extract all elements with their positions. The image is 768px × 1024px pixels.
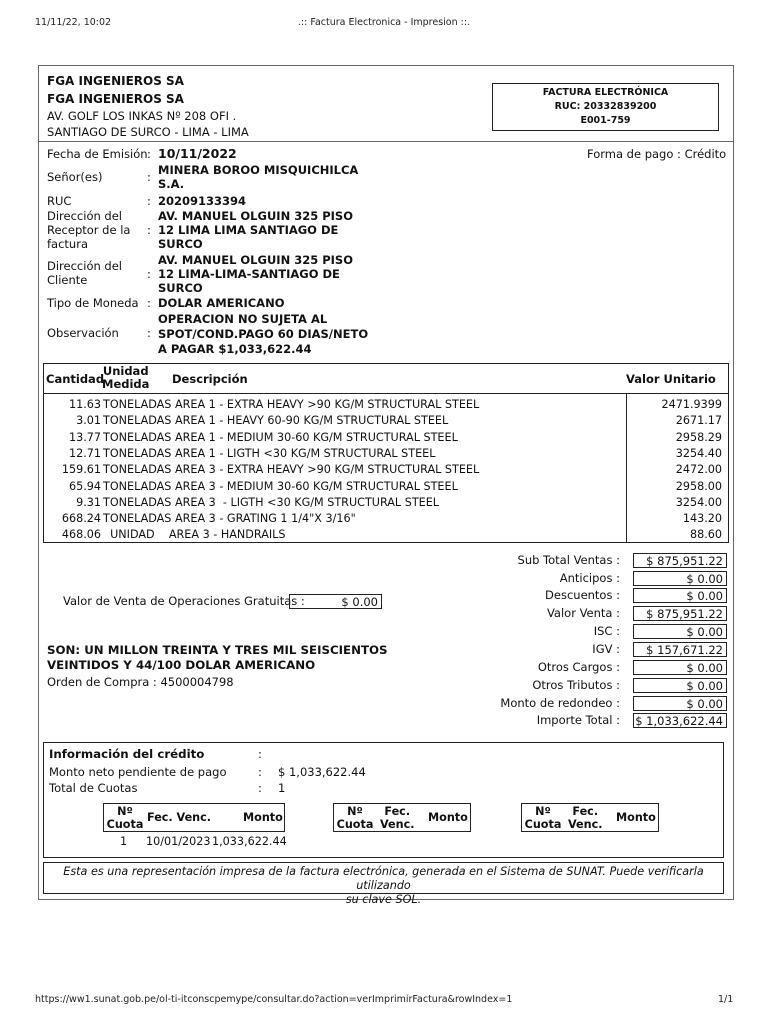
table-row [44, 462, 728, 478]
label-line: factura [47, 237, 88, 251]
col-line: Venc. [380, 818, 415, 831]
dir-receptor-label [47, 209, 130, 251]
senor-label: Señor(es) [47, 170, 103, 184]
moneda-value: DOLAR AMERICANO [158, 296, 285, 310]
total-cuotas-value: 1 [278, 781, 286, 795]
value-line: A PAGAR $1,033,622.44 [158, 342, 312, 356]
items-header [44, 364, 728, 394]
table-row [44, 430, 728, 446]
total-value: $ 0.00 [633, 588, 727, 603]
orden-compra: Orden de Compra : 4500004798 [47, 675, 234, 689]
total-cuotas-label: Total de Cuotas [49, 781, 138, 795]
amount-in-words [47, 643, 388, 673]
label-line: Receptor de la [47, 223, 131, 237]
total-label: Descuentos : [545, 588, 620, 602]
col-monto: Monto [616, 811, 656, 824]
row-cantidad: 468.06 [61, 528, 101, 542]
row-cantidad: 3.01 [76, 414, 101, 428]
ruc-value: 20209133394 [158, 194, 247, 208]
col-line: Nº [535, 805, 551, 818]
col-unidad-line: Medida [102, 377, 150, 391]
obs-label: Observación [47, 326, 119, 340]
senor-value-line: S.A. [158, 177, 185, 191]
items-table [43, 363, 729, 543]
note-line: Esta es una representación impresa de la factura electrónica, generada en el Sistema de SUNAT. Puede verificarla utilizando [63, 865, 704, 892]
issuer-name: FGA INGENIEROS SA [47, 74, 184, 88]
col-line: Cuota [106, 818, 144, 831]
monto-pendiente-label: Monto neto pendiente de pago [49, 765, 227, 779]
sunat-note [43, 862, 724, 906]
total-value: $ 0.00 [633, 696, 727, 711]
table-row [44, 511, 728, 527]
row-descripcion: TONELADAS AREA 1 - EXTRA HEAVY >90 KG/M STRUCTURAL STEEL [103, 398, 480, 411]
col-line: Venc. [568, 818, 603, 831]
col-line: Fec. [572, 805, 599, 818]
colon: : [147, 170, 151, 184]
moneda-label: Tipo de Moneda [47, 296, 139, 310]
colon: : [147, 194, 151, 208]
value-line: AV. MANUEL OLGUIN 325 PISO [158, 209, 353, 223]
label-line: Cliente [47, 273, 88, 287]
dir-cliente-value [158, 253, 353, 295]
row-cantidad: 11.63 [68, 398, 101, 411]
col-monto: Monto [428, 811, 468, 824]
dir-receptor-value [158, 209, 353, 251]
table-row [44, 446, 728, 462]
col-cuota [336, 805, 374, 831]
total-label: IGV : [592, 642, 620, 656]
colon: : [147, 147, 151, 161]
colon: : [147, 267, 151, 281]
col-monto: Monto [243, 811, 283, 824]
col-cuota [106, 805, 144, 831]
row-cantidad: 13.77 [68, 430, 101, 444]
colon: : [147, 326, 151, 340]
row-descripcion: TONELADAS AREA 3 - MEDIUM 30-60 KG/M STRUCTURAL STEEL [103, 479, 458, 493]
col-fec-venc [568, 805, 602, 831]
senor-value-line: MINERA BOROO MISQUICHILCA [158, 163, 359, 177]
col-line: Nº [117, 805, 133, 818]
total-value: $ 875,951.22 [633, 553, 727, 568]
value-line: 12 LIMA LIMA SANTIAGO DE [158, 223, 339, 237]
table-row [44, 495, 728, 511]
col-unidad-line: Unidad [102, 364, 149, 378]
row-valor-unitario: 2471.9399 [661, 398, 722, 411]
issuer-address-1: AV. GOLF LOS INKAS Nº 208 OFI . [47, 109, 237, 123]
cuota-row-monto: 1,033,622.44 [212, 835, 287, 848]
document-id-box [492, 83, 719, 131]
gratuitas-value: $ 0.00 [289, 594, 382, 609]
row-descripcion: TONELADAS AREA 3 - GRATING 1 1/4"X 3/16" [103, 512, 356, 526]
total-value: $ 0.00 [633, 624, 727, 639]
print-page-number: 1/1 [718, 994, 734, 1005]
table-row [44, 479, 728, 495]
print-title: .:: Factura Electronica - Impresion ::. [297, 17, 471, 28]
row-descripcion: UNIDAD AREA 3 - HANDRAILS [103, 528, 286, 542]
col-fec-venc [380, 805, 414, 831]
colon: : [258, 781, 262, 795]
ruc-label: RUC [47, 194, 72, 208]
label-line: Dirección del [47, 209, 122, 223]
total-label: ISC : [593, 624, 620, 638]
credit-title: Información del crédito [49, 747, 205, 761]
row-descripcion: TONELADAS AREA 3 - LIGTH <30 KG/M STRUCTURAL STEEL [103, 495, 440, 509]
row-valor-unitario: 2958.00 [675, 479, 722, 493]
colon: : [147, 296, 151, 310]
credit-info-box [43, 742, 724, 858]
fecha-value: 10/11/2022 [158, 146, 237, 161]
col-fec-venc: Fec. Venc. [147, 811, 212, 824]
col-cuota [524, 805, 562, 831]
col-valor-unitario: Valor Unitario [626, 372, 716, 386]
value-line: 12 LIMA-LIMA-SANTIAGO DE [158, 267, 340, 281]
colon: : [258, 765, 262, 779]
cuota-table-3 [521, 803, 659, 832]
row-valor-unitario: 2958.29 [675, 430, 722, 444]
row-valor-unitario: 143.20 [682, 512, 722, 526]
row-descripcion: TONELADAS AREA 1 - HEAVY 60-90 KG/M STRUCTURAL STEEL [103, 414, 449, 428]
row-valor-unitario: 3254.40 [675, 446, 722, 460]
total-label: Otros Tributos : [532, 678, 620, 692]
amount-in-words-line: VEINTIDOS Y 44/100 DOLAR AMERICANO [47, 658, 316, 672]
note-line: su clave SOL. [345, 893, 422, 906]
header-divider [38, 141, 734, 142]
issuer-name-2: FGA INGENIEROS SA [47, 92, 184, 106]
row-descripcion: TONELADAS AREA 1 - LIGTH <30 KG/M STRUCTURAL STEEL [103, 446, 436, 460]
total-value: $ 157,671.22 [633, 642, 727, 657]
row-cantidad: 12.71 [68, 446, 101, 460]
forma-pago: Forma de pago : Crédito [587, 147, 727, 161]
gratuitas-label: Valor de Venta de Operaciones Gratuitas : [63, 594, 305, 608]
table-row [44, 397, 728, 413]
value-line: SURCO [158, 281, 203, 295]
doc-number: E001-759 [580, 115, 631, 126]
col-cantidad: Cantidad [46, 372, 105, 386]
col-unidad [102, 365, 149, 391]
print-datetime: 11/11/22, 10:02 [35, 17, 112, 28]
total-label: Sub Total Ventas : [517, 553, 620, 567]
total-label: Importe Total : [536, 713, 620, 727]
row-valor-unitario: 2472.00 [675, 463, 722, 477]
senor-value [158, 163, 358, 191]
total-label: Monto de redondeo : [500, 696, 620, 710]
value-line: OPERACION NO SUJETA AL [158, 312, 328, 326]
row-cantidad: 9.31 [76, 495, 101, 509]
total-value: $ 875,951.22 [633, 606, 727, 621]
value-line: SPOT/COND.PAGO 60 DIAS/NETO [158, 327, 369, 341]
value-line: SURCO [158, 237, 203, 251]
row-cantidad: 668.24 [61, 512, 101, 526]
row-descripcion: TONELADAS AREA 1 - MEDIUM 30-60 KG/M STRUCTURAL STEEL [103, 430, 458, 444]
row-valor-unitario: 88.60 [689, 528, 722, 542]
row-valor-unitario: 2671.17 [675, 414, 722, 428]
doc-ruc: RUC: 20332839200 [554, 101, 657, 112]
row-valor-unitario: 3254.00 [675, 495, 722, 509]
doc-type: FACTURA ELECTRÓNICA [542, 87, 669, 98]
total-label: Otros Cargos : [537, 660, 620, 674]
total-value: $ 0.00 [633, 660, 727, 675]
row-cantidad: 65.94 [68, 479, 101, 493]
col-descripcion: Descripción [172, 372, 248, 386]
print-url[interactable]: https://ww1.sunat.gob.pe/ol-ti-itconscpemype/consultar.do?action=verImprimirFactura&rowIndex=1 [35, 994, 513, 1005]
total-value: $ 1,033,622.44 [633, 713, 727, 728]
col-line: Cuota [524, 818, 562, 831]
col-line: Fec. [384, 805, 411, 818]
issuer-address-2: SANTIAGO DE SURCO - LIMA - LIMA [47, 125, 249, 139]
cuota-table-2 [333, 803, 471, 832]
cuota-row-number: 1 [120, 835, 128, 848]
obs-value [158, 312, 368, 357]
colon: : [147, 223, 151, 237]
monto-pendiente-value: $ 1,033,622.44 [278, 765, 366, 779]
label-line: Dirección del [47, 259, 122, 273]
dir-cliente-label [47, 259, 122, 287]
table-row [44, 527, 728, 543]
fecha-label: Fecha de Emisión [47, 147, 148, 161]
value-line: AV. MANUEL OLGUIN 325 PISO [158, 253, 353, 267]
total-value: $ 0.00 [633, 571, 727, 586]
total-label: Anticipos : [559, 571, 620, 585]
row-descripcion: TONELADAS AREA 3 - EXTRA HEAVY >90 KG/M STRUCTURAL STEEL [103, 463, 480, 477]
col-line: Cuota [336, 818, 374, 831]
colon: : [258, 747, 262, 761]
total-value: $ 0.00 [633, 678, 727, 693]
cuota-table-1 [103, 803, 285, 832]
amount-in-words-line: SON: UN MILLON TREINTA Y TRES MIL SEISCIENTOS [47, 643, 388, 657]
row-cantidad: 159.61 [61, 463, 101, 477]
col-line: Nº [347, 805, 363, 818]
table-row [44, 413, 728, 429]
total-label: Valor Venta : [546, 606, 620, 620]
cuota-row-fecha: 10/01/2023 [146, 835, 211, 848]
